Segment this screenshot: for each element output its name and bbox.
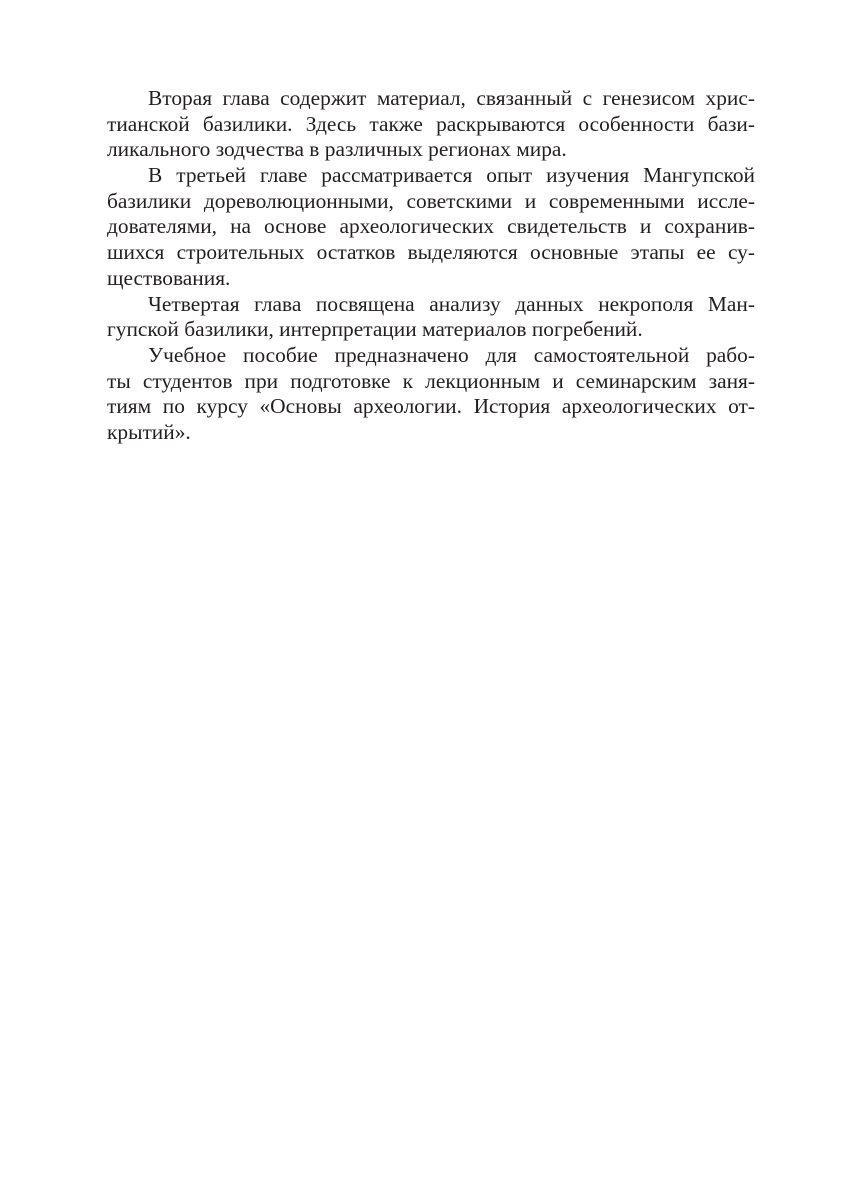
text-line: Учебное пособие предназначено для самостоятельной рабо- — [148, 342, 755, 367]
paragraph-second-chapter — [107, 86, 755, 163]
text-line: ликального зодчества в различных регионах мира. — [107, 137, 567, 162]
text-line: Четвертая глава посвящена анализу данных некрополя Ман- — [148, 291, 755, 316]
text-line: дователями, на основе археологических свидетельств и сохранив- — [107, 214, 755, 239]
paragraph-third-chapter — [107, 163, 755, 291]
text-line: базилики дореволюционными, советскими и современными иссле- — [107, 188, 755, 213]
text-line: тиям по курсу «Основы археологии. История археологических от- — [107, 394, 755, 419]
text-line: ществования. — [107, 265, 231, 290]
paragraph-purpose — [107, 343, 755, 446]
body-text — [107, 86, 755, 446]
text-line: крытий». — [107, 419, 191, 444]
text-line: гупской базилики, интерпретации материалов погребений. — [107, 317, 643, 342]
text-line: В третьей главе рассматривается опыт изучения Мангупской — [148, 163, 755, 188]
text-line: тианской базилики. Здесь также раскрываются особенности бази- — [107, 111, 755, 136]
text-line: ты студентов при подготовке к лекционным и семинарским заня- — [107, 368, 755, 393]
text-line: Вторая глава содержит материал, связанный с генезисом хрис- — [148, 86, 755, 110]
paragraph-fourth-chapter — [107, 292, 755, 343]
text-line: шихся строительных остатков выделяются основные этапы ее су- — [107, 240, 755, 265]
